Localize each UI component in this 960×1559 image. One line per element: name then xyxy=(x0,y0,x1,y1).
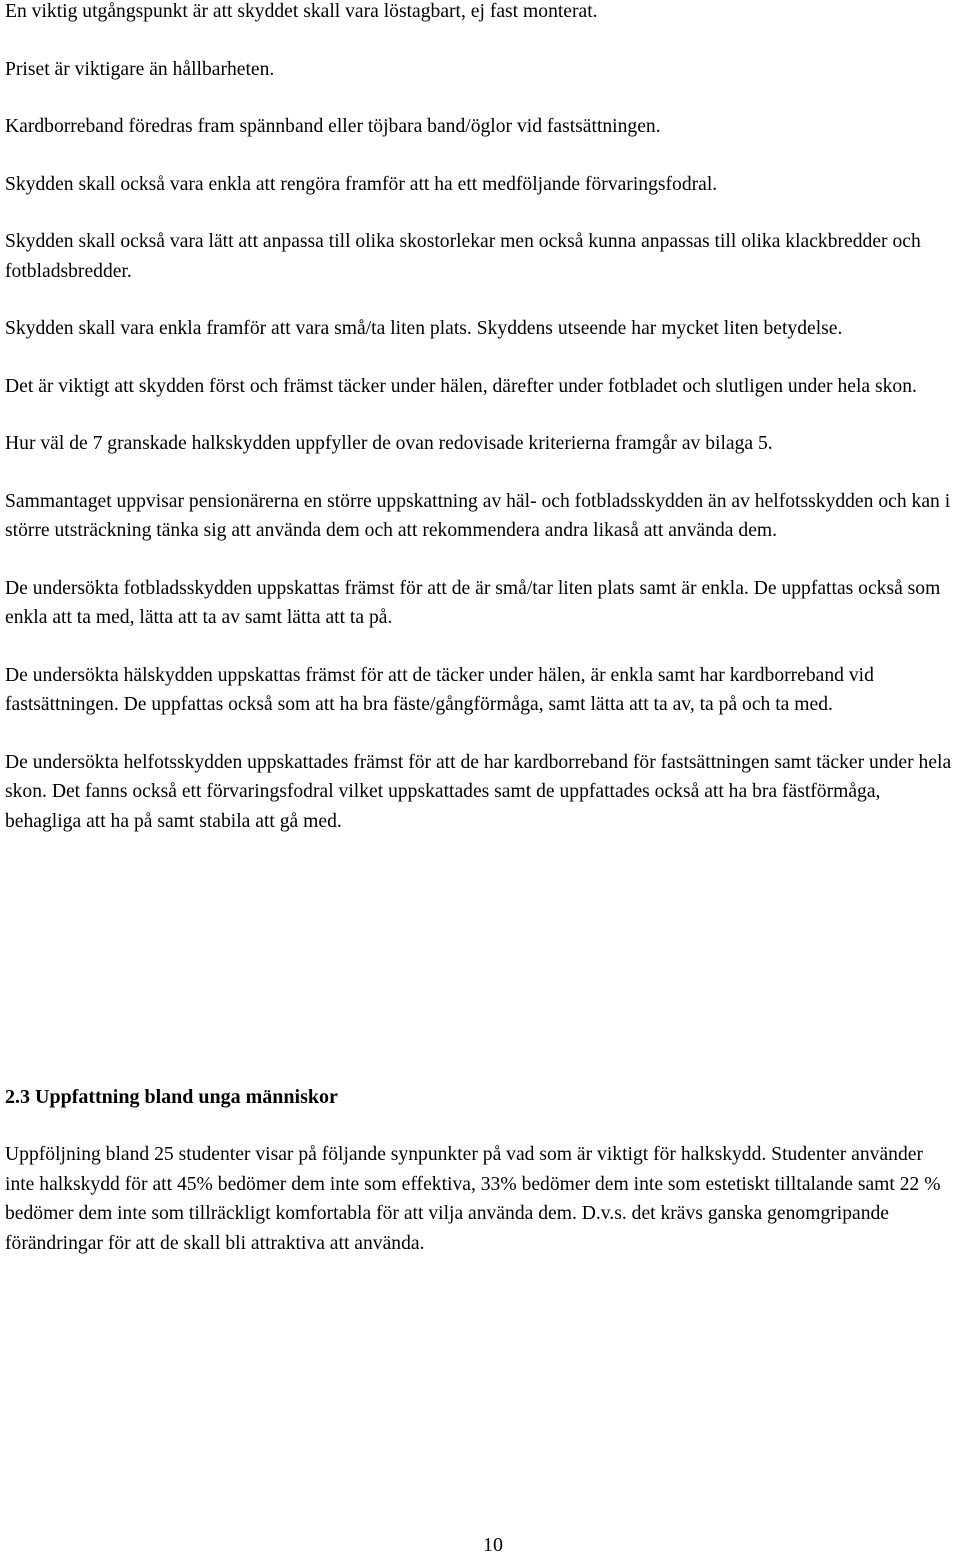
paragraph: De undersökta hälskydden uppskattas främst för att de täcker under hälen, är enkla samt har kardborreband vid fastsättningen. De uppfattas också som att ha bra fäste/gångförmåga, samt lätta att ta av, ta på och ta med. xyxy=(5,664,874,715)
paragraph: Hur väl de 7 granskade halkskydden uppfyller de ovan redovisade kriterierna framgår av bilaga 5. xyxy=(5,433,773,454)
paragraph: Priset är viktigare än hållbarheten. xyxy=(5,58,275,80)
paragraph: Uppföljning bland 25 studenter visar på följande synpunkter på vad som är viktigt för halkskydd. Studenter använder inte halkskydd för att 45% bedömer dem inte som effektiva, 33% bedömer dem inte som estetiskt tilltalande samt 22 % bedömer dem inte som tillräckligt komfortabla för att vilja använda dem. D.v.s. det krävs ganska genomgripande förändringar för att de skall bli attraktiva att använda. xyxy=(5,1144,941,1254)
paragraph: Kardborreband föredras fram spännband eller töjbara band/öglor vid fastsättningen. xyxy=(5,116,661,137)
paragraph: Det är viktigt att skydden först och främst täcker under hälen, därefter under fotbladet och slutligen under hela skon. xyxy=(5,375,917,397)
section-heading: 2.3 Uppfattning bland unga människor xyxy=(5,1086,338,1108)
paragraph: Skydden skall också vara enkla att rengöra framför att ha ett medföljande förvaringsfodral. xyxy=(5,173,718,195)
document-body xyxy=(5,0,957,836)
paragraph: En viktig utgångspunkt är att skyddet skall vara löstagbart, ej fast monterat. xyxy=(5,1,598,22)
section-body xyxy=(5,1140,957,1258)
paragraph: De undersökta fotbladsskydden uppskattas främst för att de är små/tar liten plats samt är enkla. De uppfattas också som enkla att ta med, lätta att ta av samt lätta att ta på. xyxy=(5,577,941,628)
paragraph: Sammantaget uppvisar pensionärerna en större uppskattning av häl- och fotbladsskydden än av helfotsskydden och kan i större utsträckning tänka sig att använda dem och att rekommendera andra likaså att använda dem. xyxy=(5,490,951,541)
paragraph: Skydden skall vara enkla framför att vara små/ta liten plats. Skyddens utseende har mycket liten betydelse. xyxy=(5,318,843,339)
paragraph: De undersökta helfotsskydden uppskattades främst för att de har kardborreband för fastsättningen samt täcker under hela skon. Det fanns också ett förvaringsfodral vilket uppskattades samt de uppfattades också att ha bra fästförmåga, behagliga att ha på samt stabila att gå med. xyxy=(5,751,952,832)
page-number: 10 xyxy=(483,1534,503,1556)
paragraph: Skydden skall också vara lätt att anpassa till olika skostorlekar men också kunna anpassas till olika klackbredder och fotbladsbredder. xyxy=(5,231,921,282)
